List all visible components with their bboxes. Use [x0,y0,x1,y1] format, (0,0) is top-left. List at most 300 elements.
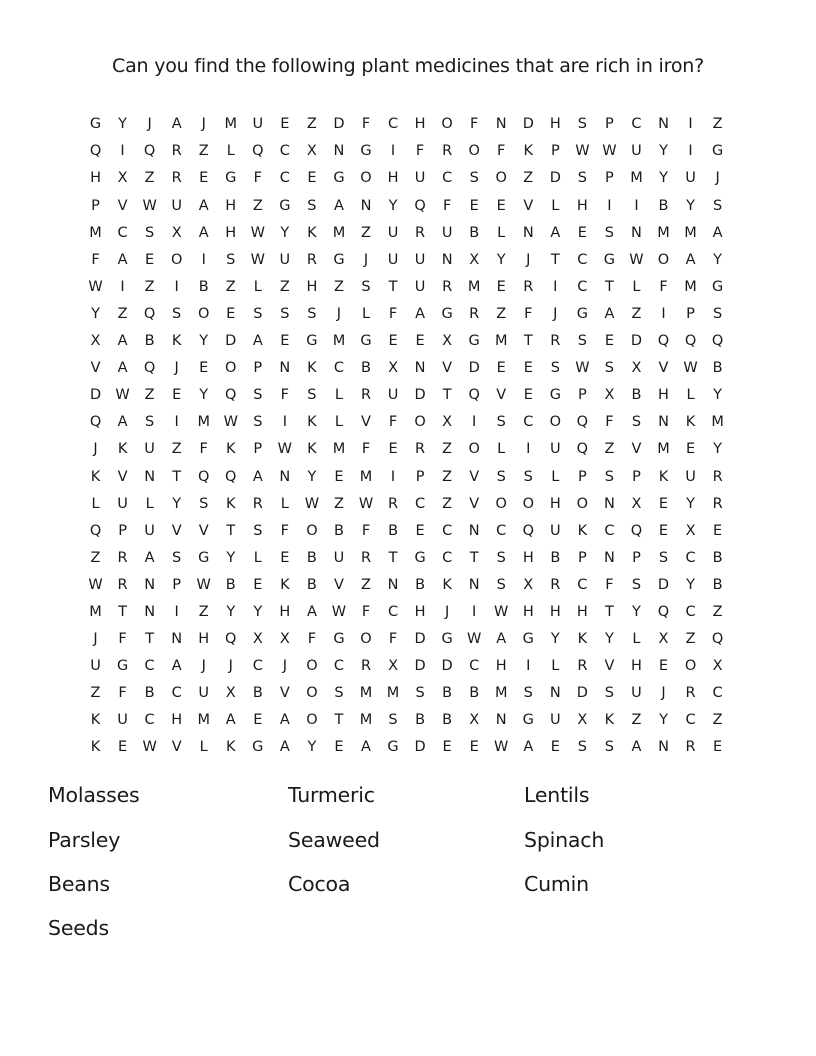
grid-letter: S [577,170,587,187]
grid-letter: I [472,414,477,431]
grid-letter: V [361,414,371,431]
grid-letter: N [468,522,480,539]
grid-letter: K [307,441,317,458]
grid-letter: S [550,360,560,377]
word-list-item: Beans [48,871,110,896]
grid-letter: P [253,360,263,377]
grid-letter: N [549,685,561,702]
grid-letter: C [712,685,723,702]
grid-letter: R [306,251,317,268]
grid-letter: B [144,333,155,350]
grid-letter: B [442,712,453,729]
grid-letter: G [603,251,616,268]
grid-letter: U [387,387,399,404]
grid-letter: E [469,197,479,214]
grid-letter: G [225,170,237,187]
grid-letter: W [250,251,265,268]
grid-letter: W [142,739,157,756]
grid-letter: O [225,360,237,377]
grid-letter: K [307,414,317,431]
grid-letter: G [333,170,345,187]
grid-letter: Z [604,441,615,458]
grid-letter: K [226,441,236,458]
grid-letter: U [144,522,155,539]
grid-letter: V [171,739,182,756]
grid-letter: W [142,197,157,214]
grid-letter: K [280,576,290,593]
grid-letter: R [252,495,263,512]
grid-letter: S [226,251,236,268]
grid-letter: M [359,685,373,702]
grid-letter: S [523,468,533,485]
word-list [48,773,768,953]
grid-letter: T [469,549,479,566]
grid-letter: B [550,549,561,566]
grid-letter: G [549,387,561,404]
grid-letter: F [307,631,317,648]
grid-letter: M [359,468,373,485]
grid-letter: T [550,251,560,268]
grid-letter: L [551,468,560,485]
grid-letter: M [494,333,508,350]
grid-letter: G [522,712,534,729]
grid-letter: F [415,143,425,160]
grid-letter: D [414,739,426,756]
grid-letter: Q [225,631,237,648]
grid-letter: Y [604,631,614,648]
grid-letter: Y [659,712,668,729]
grid-letter: C [279,143,290,160]
word-list-item: Seaweed [288,827,380,852]
grid-letter: Z [523,170,534,187]
grid-letter: P [686,305,695,322]
grid-letter: G [441,631,453,648]
grid-letter: B [415,712,426,729]
grid-letter: O [684,658,697,675]
grid-letter: Q [89,414,102,431]
grid-letter: N [658,739,669,756]
grid-letter: X [685,522,696,539]
grid-letter: K [577,522,588,539]
grid-letter: S [172,549,182,566]
grid-letter: Y [632,603,641,620]
grid-letter: I [661,305,666,322]
grid-letter: G [468,333,480,350]
grid-letter: N [360,197,372,214]
grid-letter: I [120,278,125,295]
grid-letter: A [333,197,344,214]
grid-letter: E [226,305,236,322]
grid-letter: W [88,278,103,295]
grid-letter: X [469,251,480,268]
grid-letter: Z [171,441,182,458]
grid-letter: N [144,576,156,593]
grid-letter: O [522,495,534,512]
grid-letter: C [631,116,642,133]
grid-letter: E [388,441,398,458]
grid-letter: Y [199,333,209,350]
grid-letter: B [712,576,723,593]
grid-letter: C [387,116,399,133]
grid-letter: V [469,468,480,485]
grid-letter: C [415,495,426,512]
grid-letter: R [685,739,696,756]
grid-letter: S [631,576,642,593]
grid-letter: A [117,251,128,268]
grid-letter: G [116,658,129,675]
grid-letter: I [634,197,639,214]
grid-letter: L [334,414,343,431]
grid-letter: G [89,116,102,133]
grid-letter: B [469,685,480,702]
grid-letter: O [306,685,318,702]
grid-letter: H [279,603,291,620]
grid-letter: X [442,414,453,431]
grid-letter: Y [172,495,182,512]
grid-letter: I [201,251,206,268]
grid-letter: L [551,658,560,675]
grid-letter: Q [225,468,237,485]
grid-letter: D [414,387,426,404]
grid-letter: W [467,631,482,648]
grid-letter: G [306,333,318,350]
grid-letter: W [629,251,644,268]
grid-letter: B [144,685,155,702]
grid-letter: R [171,143,182,160]
grid-letter: K [226,739,236,756]
grid-letter: A [171,658,182,675]
grid-letter: O [360,170,372,187]
grid-letter: E [307,170,317,187]
grid-letter: S [604,739,615,756]
grid-letter: S [172,305,182,322]
grid-letter: B [198,278,209,295]
grid-letter: F [280,387,290,404]
word-search-grid [82,111,731,761]
grid-letter: E [604,333,614,350]
grid-letter: G [252,739,264,756]
grid-letter: Z [712,603,723,620]
grid-letter: U [631,143,642,160]
grid-letter: Q [225,387,237,404]
grid-letter: V [90,360,101,377]
grid-letter: G [414,549,426,566]
grid-letter: M [684,224,697,241]
grid-letter: S [199,495,209,512]
grid-letter: F [199,441,208,458]
grid-letter: I [120,143,125,160]
grid-letter: Q [711,631,724,648]
grid-letter: I [390,143,396,160]
grid-letter: T [442,387,452,404]
grid-letter: N [387,576,399,593]
grid-letter: O [549,414,562,431]
grid-letter: F [497,143,506,160]
grid-letter: J [661,685,666,702]
grid-letter: Q [414,197,426,214]
word-list-item: Turmeric [288,783,375,808]
grid-letter: R [550,576,561,593]
grid-letter: S [145,224,155,241]
puzzle-title: Can you find the following plant medicines that are rich in iron? [112,55,704,77]
grid-letter: P [91,197,100,214]
grid-letter: L [334,387,343,404]
grid-letter: M [89,603,102,620]
grid-letter: A [144,549,155,566]
grid-letter: P [605,116,614,133]
grid-letter: V [171,522,182,539]
grid-letter: F [442,197,452,214]
grid-letter: Q [89,143,102,160]
grid-letter: E [253,576,263,593]
grid-letter: Z [225,278,236,295]
grid-letter: X [388,658,398,675]
grid-letter: P [577,387,587,404]
grid-letter: H [549,116,561,133]
grid-letter: E [145,251,155,268]
grid-letter: L [632,631,641,648]
grid-letter: H [495,658,507,675]
grid-letter: Y [253,603,263,620]
grid-letter: S [253,414,263,431]
grid-letter: L [91,495,100,512]
grid-letter: R [415,441,426,458]
grid-letter: O [468,143,480,160]
grid-letter: E [415,333,425,350]
grid-letter: U [198,685,210,702]
grid-letter: R [469,305,480,322]
grid-letter: V [117,468,128,485]
grid-letter: D [414,658,426,675]
grid-letter: S [361,278,371,295]
grid-letter: Y [550,631,560,648]
grid-letter: G [360,143,372,160]
grid-letter: J [336,305,342,322]
grid-letter: N [495,712,507,729]
grid-letter: S [469,170,479,187]
grid-letter: N [522,224,534,241]
grid-letter: X [171,224,182,241]
grid-letter: R [117,549,128,566]
grid-letter: O [468,441,480,458]
grid-letter: E [199,360,209,377]
word-list-item: Cocoa [288,871,351,896]
grid-letter: C [252,658,263,675]
grid-letter: S [577,333,587,350]
grid-letter: Z [631,712,642,729]
grid-letter: A [496,631,507,648]
grid-letter: F [361,603,371,620]
grid-letter: X [523,576,534,593]
grid-letter: V [198,522,209,539]
grid-letter: Z [117,305,128,322]
grid-letter: H [387,170,399,187]
grid-letter: D [333,116,345,133]
word-list-column [48,773,140,951]
grid-letter: Z [631,305,642,322]
grid-letter: T [388,549,398,566]
grid-letter: B [442,685,453,702]
grid-letter: G [576,305,588,322]
grid-letter: C [604,522,615,539]
grid-letter: X [469,712,480,729]
grid-letter: C [442,549,453,566]
grid-letter: C [496,522,507,539]
grid-letter: H [522,549,534,566]
word-list-item: Lentils [524,783,590,808]
grid-letter: V [442,360,453,377]
grid-letter: E [550,739,560,756]
grid-letter: J [363,251,369,268]
grid-letter: V [631,441,642,458]
grid-letter: C [442,170,453,187]
grid-letter: S [631,414,642,431]
grid-letter: L [497,224,506,241]
grid-letter: E [280,549,290,566]
grid-letter: F [388,414,398,431]
grid-letter: V [496,387,507,404]
grid-letter: W [358,495,374,512]
grid-letter: N [441,251,453,268]
grid-letter: S [577,739,587,756]
grid-letter: S [334,685,344,702]
grid-letter: I [526,441,531,458]
grid-letter: P [172,576,182,593]
grid-letter: E [523,360,533,377]
grid-letter: I [174,603,179,620]
grid-letter: U [441,224,453,241]
grid-letter: C [685,712,696,729]
grid-letter: W [602,143,617,160]
grid-letter: G [441,305,453,322]
grid-letter: A [279,712,290,729]
grid-letter: G [198,549,210,566]
grid-letter: K [658,468,669,485]
grid-letter: K [604,712,615,729]
grid-letter: S [145,414,155,431]
grid-letter: B [415,576,426,593]
grid-letter: U [631,685,642,702]
grid-letter: E [685,441,696,458]
grid-letter: E [172,387,182,404]
grid-letter: Q [711,333,724,350]
grid-letter: M [494,685,508,702]
grid-letter: S [712,305,723,322]
grid-letter: V [117,197,128,214]
grid-letter: G [279,197,291,214]
grid-letter: Y [686,576,695,593]
grid-letter: E [334,739,344,756]
grid-letter: C [469,658,480,675]
grid-letter: S [253,387,263,404]
grid-letter: U [387,224,399,241]
grid-letter: S [523,685,533,702]
grid-letter: X [442,333,453,350]
grid-letter: J [553,305,558,322]
grid-letter: K [685,414,696,431]
grid-letter: M [224,116,238,133]
grid-letter: Z [144,387,155,404]
grid-letter: U [414,170,426,187]
grid-letter: E [713,522,723,539]
grid-letter: Q [522,522,534,539]
grid-letter: R [712,468,723,485]
grid-letter: S [415,685,425,702]
grid-letter: I [526,658,531,675]
grid-letter: Z [442,495,453,512]
grid-letter: S [712,197,723,214]
grid-letter: Y [659,170,668,187]
grid-letter: H [225,224,237,241]
grid-letter: Y [686,495,695,512]
grid-letter: P [415,468,425,485]
grid-letter: W [683,360,698,377]
grid-letter: N [658,414,669,431]
grid-letter: V [523,197,534,214]
grid-letter: N [495,116,507,133]
grid-letter: A [198,224,209,241]
grid-letter: Q [143,143,156,160]
grid-letter: B [333,522,344,539]
grid-letter: F [470,116,479,133]
grid-letter: H [171,712,183,729]
grid-letter: R [685,685,696,702]
grid-letter: E [199,170,209,187]
grid-letter: R [360,658,372,675]
grid-letter: P [550,143,560,160]
grid-letter: F [361,441,371,458]
grid-letter: J [282,658,287,675]
grid-letter: W [494,603,509,620]
grid-letter: N [603,495,615,512]
grid-letter: L [145,495,154,512]
grid-letter: O [414,414,426,431]
grid-letter: X [631,495,642,512]
grid-letter: U [685,170,696,187]
grid-letter: M [711,414,724,431]
grid-letter: X [712,658,723,675]
grid-letter: Z [144,278,155,295]
grid-letter: Y [659,143,668,160]
grid-letter: P [605,170,614,187]
grid-letter: Y [388,197,398,214]
grid-letter: Z [333,495,344,512]
grid-letter: T [388,278,398,295]
grid-letter: Y [496,251,506,268]
grid-letter: R [360,387,372,404]
grid-letter: Q [252,143,264,160]
grid-letter: F [361,522,371,539]
grid-letter: T [226,522,236,539]
grid-letter: J [93,441,98,458]
grid-letter: M [197,712,210,729]
grid-letter: E [253,712,263,729]
grid-letter: E [280,333,290,350]
grid-letter: B [631,387,642,404]
grid-letter: Y [118,116,127,133]
grid-letter: U [414,278,426,295]
grid-letter: E [523,387,533,404]
grid-letter: O [360,631,372,648]
grid-letter: Y [91,305,100,322]
grid-letter: S [496,549,506,566]
grid-letter: R [415,224,426,241]
grid-letter: N [631,224,642,241]
grid-letter: E [658,658,669,675]
grid-letter: C [144,658,155,675]
grid-letter: Q [576,414,589,431]
grid-letter: T [145,631,155,648]
